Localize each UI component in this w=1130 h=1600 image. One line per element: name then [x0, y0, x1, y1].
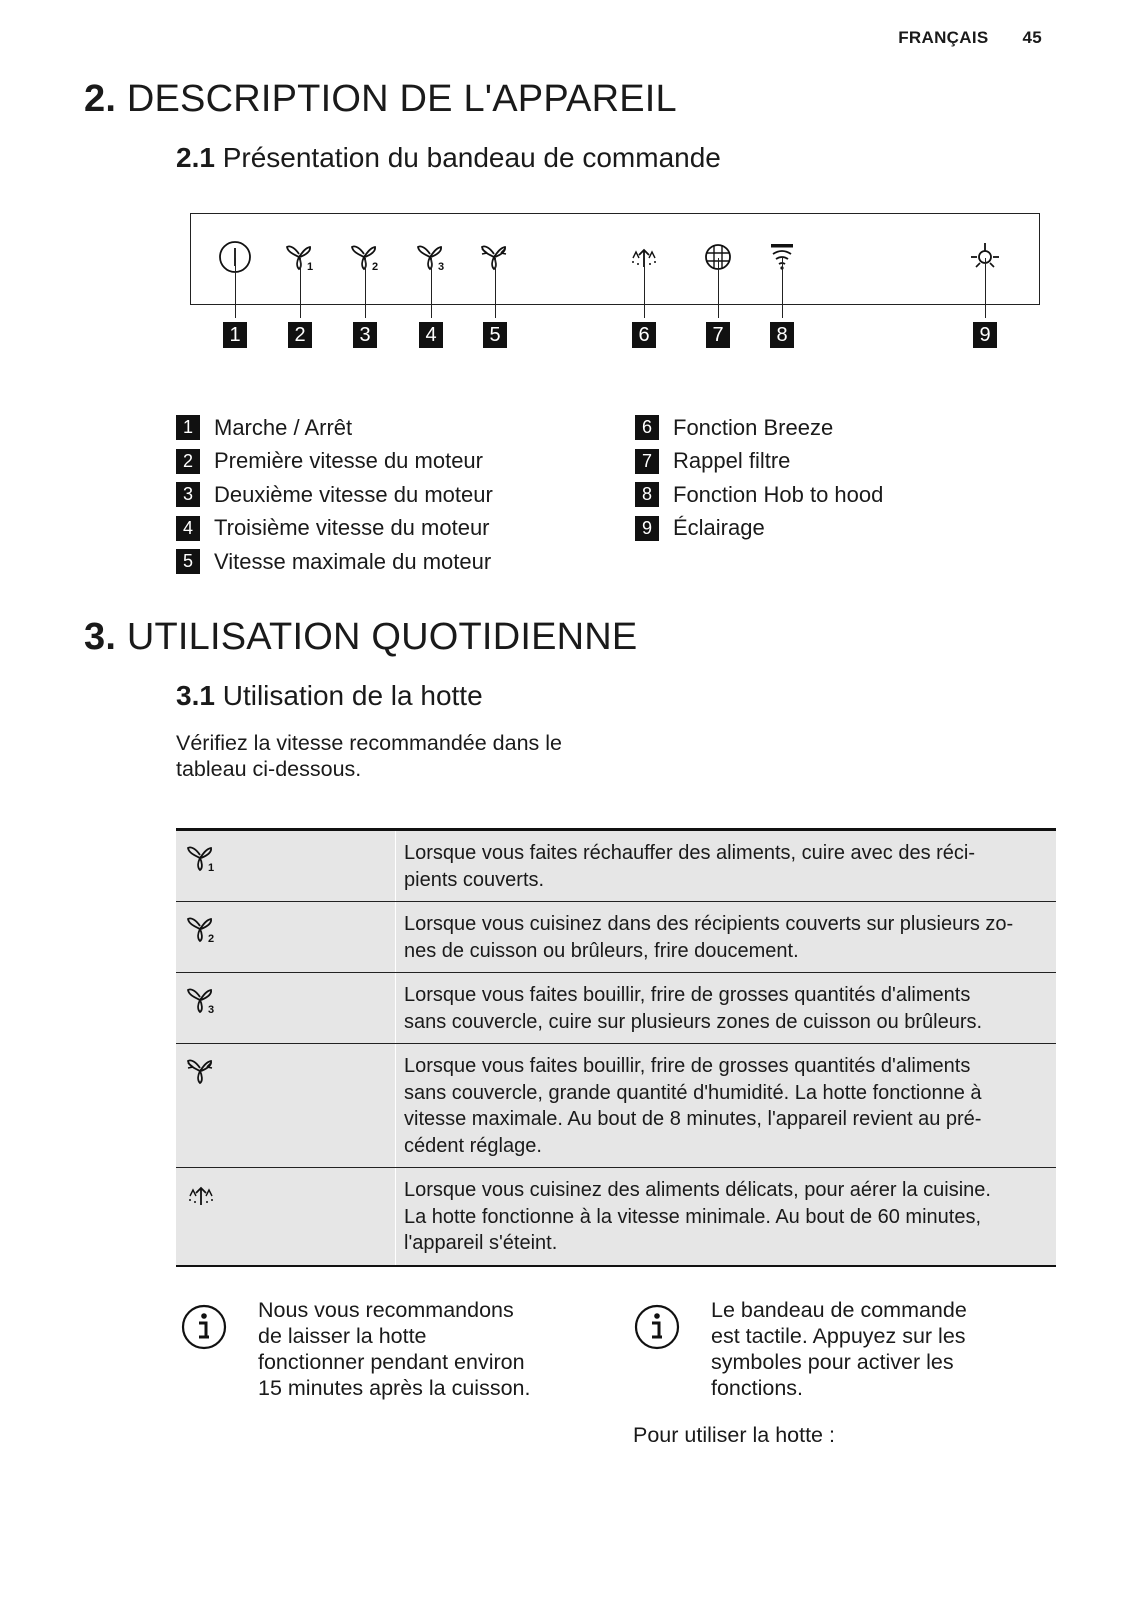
fan-max-icon — [184, 1054, 218, 1088]
legend-item — [176, 545, 493, 579]
legend-number: 6 — [635, 415, 659, 440]
info-icon — [180, 1303, 228, 1351]
section-2-title: DESCRIPTION DE L'APPAREIL — [126, 78, 677, 120]
callout-number: 1 — [223, 322, 247, 348]
section-2-heading — [84, 78, 677, 121]
callout-line — [782, 258, 783, 318]
callout-line — [431, 258, 432, 318]
table-cell-text: Lorsque vous faites bouillir, frire de grosses quantités d'aliments sans couvercle, grande quantité d'humidité. La hotte fonctionne à vitesse maximale. Au bout de 8 minutes, l'appareil revient au pré- cédent réglage. — [404, 1055, 982, 1157]
legend-item — [176, 512, 493, 546]
speed-table — [176, 828, 1056, 1267]
callout-number: 8 — [770, 322, 794, 348]
table-row — [176, 1044, 1056, 1168]
svg-text:1: 1 — [307, 261, 314, 273]
legend-label: Rappel filtre — [673, 448, 791, 474]
intro-line: Vérifiez la vitesse recommandée dans le — [176, 731, 562, 755]
section-3-1-heading — [176, 680, 483, 712]
info-note-right — [633, 1297, 967, 1401]
outro-text: Pour utiliser la hotte : — [633, 1423, 835, 1447]
table-cell-text: Lorsque vous faites réchauffer des aliments, cuire avec des réci- pients couverts. — [404, 842, 976, 891]
legend-item — [635, 478, 883, 512]
table-cell-text: Lorsque vous faites bouillir, frire de grosses quantités d'aliments sans couvercle, cuire sur plusieurs zones de cuisson ou brûleurs. — [404, 984, 983, 1033]
legend-number: 3 — [176, 482, 200, 507]
callout-number: 6 — [632, 322, 656, 348]
callout-line — [495, 258, 496, 318]
table-cell-icon — [176, 1044, 396, 1167]
callout-number: 5 — [483, 322, 507, 348]
legend-item — [635, 445, 883, 479]
control-panel-diagram — [190, 213, 1040, 305]
section-3-1-title: Utilisation de la hotte — [222, 680, 483, 711]
section-3-1-number: 3.1 — [176, 680, 215, 711]
legend-label: Éclairage — [673, 515, 765, 541]
table-row — [176, 1168, 1056, 1265]
legend-number: 5 — [176, 549, 200, 574]
table-cell-icon — [176, 902, 396, 972]
callout-line — [718, 258, 719, 318]
legend-number: 1 — [176, 415, 200, 440]
section-3-number: 3. — [84, 616, 117, 658]
legend-label: Deuxième vitesse du moteur — [214, 481, 493, 507]
legend-label: Troisième vitesse du moteur — [214, 515, 490, 541]
legend-number: 7 — [635, 449, 659, 474]
svg-text:1: 1 — [208, 862, 215, 874]
callout-line — [644, 258, 645, 318]
legend-label: Marche / Arrêt — [214, 414, 353, 440]
svg-text:2: 2 — [208, 933, 215, 945]
legend-label: Fonction Hob to hood — [673, 481, 884, 507]
legend-label: Première vitesse du moteur — [214, 448, 483, 474]
table-cell-text: Lorsque vous cuisinez des aliments délicats, pour aérer la cuisine. La hotte fonctionne à la vitesse minimale. Au bout de 60 minutes, l'appareil s'éteint. — [404, 1179, 991, 1254]
fan-speed-2-icon — [184, 912, 218, 946]
info-icon — [633, 1303, 681, 1351]
section-2-1-heading — [176, 142, 721, 174]
legend-number: 4 — [176, 516, 200, 541]
table-cell-icon — [176, 831, 396, 901]
fan-speed-1-icon — [184, 841, 218, 875]
section-2-1-title: Présentation du bandeau de commande — [222, 142, 721, 173]
section-2-number: 2. — [84, 78, 117, 120]
callout-line — [235, 258, 236, 318]
legend-item — [176, 411, 493, 445]
legend-number: 8 — [635, 482, 659, 507]
intro-paragraph — [176, 730, 562, 782]
page-number: 45 — [1022, 28, 1042, 47]
breeze-icon — [184, 1178, 218, 1212]
legend-item — [635, 512, 883, 546]
svg-text:3: 3 — [208, 1004, 215, 1016]
section-3-heading — [84, 616, 637, 659]
page-header — [898, 28, 1042, 48]
callout-number: 9 — [973, 322, 997, 348]
section-3-title: UTILISATION QUOTIDIENNE — [126, 616, 638, 658]
callout-number: 2 — [288, 322, 312, 348]
legend-label: Vitesse maximale du moteur — [214, 548, 492, 574]
table-cell-icon — [176, 973, 396, 1043]
table-cell-icon — [176, 1168, 396, 1265]
legend-left — [176, 411, 493, 579]
note-text: Le bandeau de commande est tactile. Appuyez sur les symboles pour activer les fonctions. — [711, 1298, 967, 1400]
fan-speed-3-icon — [184, 983, 218, 1017]
legend-right — [635, 411, 883, 545]
legend-item — [635, 411, 883, 445]
legend-number: 9 — [635, 516, 659, 541]
svg-text:2: 2 — [372, 261, 379, 273]
callout-number: 4 — [419, 322, 443, 348]
table-row — [176, 973, 1056, 1044]
language-label: FRANÇAIS — [898, 28, 989, 47]
callout-number: 7 — [706, 322, 730, 348]
legend-item — [176, 478, 493, 512]
intro-line: tableau ci-dessous. — [176, 757, 362, 781]
callout-line — [985, 258, 986, 318]
legend-number: 2 — [176, 449, 200, 474]
info-note-left — [180, 1297, 530, 1401]
callout-line — [300, 258, 301, 318]
legend-item — [176, 445, 493, 479]
callout-number: 3 — [353, 322, 377, 348]
note-text: Nous vous recommandons de laisser la hotte fonctionner pendant environ 15 minutes après la cuisson. — [258, 1298, 531, 1400]
section-2-1-number: 2.1 — [176, 142, 215, 173]
svg-text:3: 3 — [438, 261, 445, 273]
table-row — [176, 902, 1056, 973]
callout-line — [365, 258, 366, 318]
table-row — [176, 831, 1056, 902]
legend-label: Fonction Breeze — [673, 414, 834, 440]
table-cell-text: Lorsque vous cuisinez dans des récipients couverts sur plusieurs zo- nes de cuisson ou brûleurs, frire doucement. — [404, 913, 1014, 962]
